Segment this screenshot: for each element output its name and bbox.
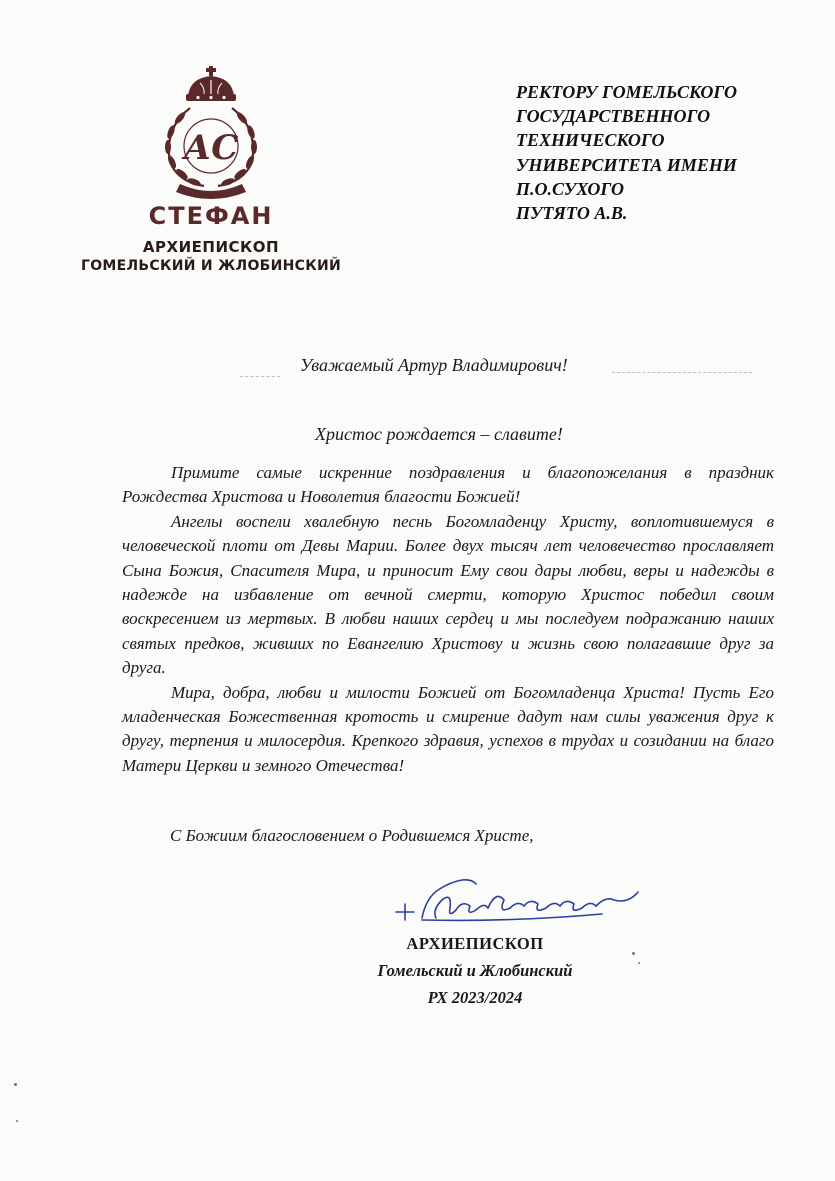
handwritten-signature bbox=[392, 870, 642, 930]
addressee-line: П.О.СУХОГО bbox=[516, 178, 625, 199]
body-paragraph: Мира, добра, любви и милости Божией от Богомладенца Христа! Пусть Его младенческая Божественная кротость и смирение дадут нам силы уважения друг к другу, терпения и милосердия. Крепкого здравия, успехов в трудах и созидании на благо Матери Церкви и земного Отечества! bbox=[122, 682, 774, 775]
letter-body bbox=[122, 461, 774, 778]
signer-diocese: Гомельский и Жлобинский bbox=[377, 961, 573, 980]
addressee-line: ГОСУДАРСТВЕННОГО bbox=[516, 106, 711, 127]
sender-name: СТЕФАН bbox=[148, 202, 274, 230]
body-paragraph: Ангелы воспели хвалебную песнь Богомладенцу Христу, воплотившемуся в человеческой плоти от Девы Марии. Более двух тысяч лет человечество прославляет Сына Божия, Спасителя Мира, и приносит Ему свои дары любви, веры и надежды в надежде на избавление от вечной смерти, которую Христос победил своим воскресением из мертвых. В любви наших сердец и мы последуем подражанию наших святых предков, живших по Евангелию Христову и жизнь свою полагавшие друг за друга. bbox=[122, 511, 774, 678]
signer-title: АРХИЕПИСКОП bbox=[406, 934, 544, 953]
monogram-text: АС bbox=[183, 128, 239, 168]
sender-title: АРХИЕПИСКОП bbox=[142, 238, 280, 256]
body-paragraph: Примите самые искренние поздравления и благопожелания в праздник Рождества Христова и Новолетия благости Божией! bbox=[122, 463, 774, 507]
scan-speck bbox=[16, 1120, 18, 1122]
addressee-line: ТЕХНИЧЕСКОГО bbox=[516, 130, 665, 151]
signature-block bbox=[300, 930, 650, 1011]
addressee-line: УНИВЕРСИТЕТА ИМЕНИ bbox=[516, 154, 737, 175]
sender-diocese: ГОМЕЛЬСКИЙ И ЖЛОБИНСКИЙ bbox=[80, 258, 342, 274]
scan-speck bbox=[14, 1083, 17, 1086]
coat-of-arms-emblem bbox=[150, 66, 272, 204]
christmas-greeting: Христос рождается – славите! bbox=[315, 424, 563, 444]
salutation: Уважаемый Артур Владимирович! bbox=[300, 355, 568, 375]
addressee-line: РЕКТОРУ ГОМЕЛЬСКОГО bbox=[516, 82, 737, 102]
scan-artifact-line bbox=[240, 376, 280, 377]
scan-speck bbox=[638, 962, 640, 964]
closing-line: С Божиим благословением о Родившемся Христе, bbox=[170, 826, 534, 845]
letter-year: РХ 2023/2024 bbox=[427, 988, 523, 1007]
addressee-block bbox=[516, 80, 816, 225]
addressee-line: ПУТЯТО А.В. bbox=[516, 203, 628, 224]
scan-speck bbox=[632, 952, 635, 955]
scan-artifact-line bbox=[612, 372, 752, 373]
